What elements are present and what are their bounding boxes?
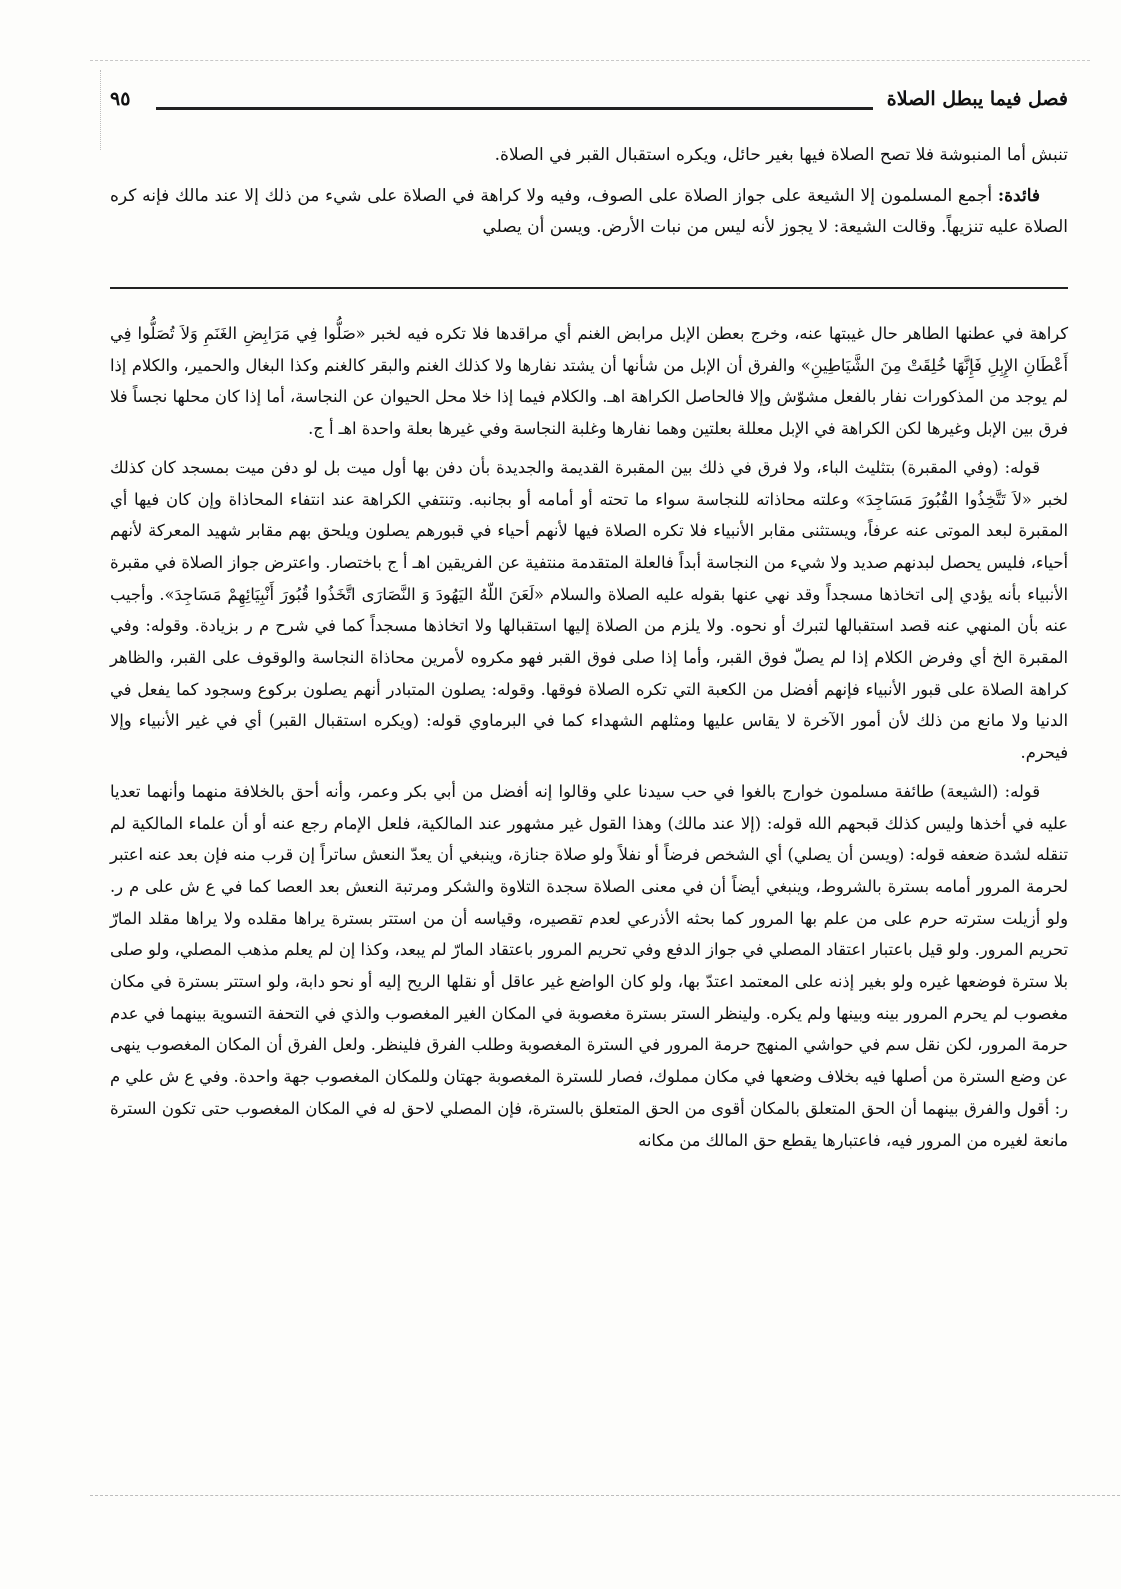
page-header (110, 88, 1068, 124)
main-text (110, 140, 1068, 244)
scan-edge-bottom (90, 1495, 1120, 1498)
footnote-separator (110, 287, 1068, 289)
note-lead: فائدة: (997, 185, 1041, 206)
note-body: أجمع المسلمون إلا الشيعة على جواز الصلاة على الصوف، وفيه ولا كراهة في الصلاة على شيء من ذلك إلا عند مالك فإنه كره الصلاة عليه تنزيهاً. وقالت الشيعة: لا يجوز لأنه ليس من نبات الأرض. ويسن أن يصلي (110, 185, 1068, 237)
commentary-text (110, 318, 1068, 1156)
chapter-title: فصل فيما يبطل الصلاة (886, 88, 1068, 110)
scan-edge-top (90, 60, 1090, 63)
main-paragraph-note (110, 181, 1068, 244)
commentary-paragraph: قوله: (الشيعة) طائفة مسلمون خوارج بالغوا في حب سيدنا علي وقالوا إنه أفضل من أبي بكر وعمر، وأنه أحق بالخلافة منهما وأنهما تعديا عليه في أخذها وليس كذلك قبحهم الله قوله: (إلا عند مالك) وهذا القول غير مشهور عند المالكية، فلعل الإمام رجع عنه أو أن علماء المالكية لم تنقله لشدة ضعفه قوله: (ويسن أن يصلي) أي الشخص فرضاً أو نفلاً ولو صلاة جنازة، وينبغي أن يعدّ النعش ساتراً إن قرب منه فإن بعد عنه اعتبر لحرمة المرور أمامه بسترة بالشروط، وينبغي أيضاً أن في معنى الصلاة سجدة التلاوة والشكر ومرتبة النعش بعد العصا كما في ع ش على م ر. ولو أزيلت سترته حرم على من علم بها المرور كما بحثه الأذرعي لعدم تقصيره، وقياسه أن من استتر بسترة يراها مقلده ولا يراها مقلد المارّ تحريم المرور. ولو قيل باعتبار اعتقاد المصلي في جواز الدفع وفي تحريم المرور باعتقاد المارّ لم يبعد، وكذا إن لم يعلم مذهب المصلي، ولو صلى بلا سترة فوضعها غيره ولو بغير إذنه على المعتمد اعتدّ بها، ولو كان الواضع غير عاقل أو نقلها الريح إليه أو نحو دابة، ولو استتر بسترة في مكان مغصوب لم يحرم المرور بينه وبينها ولم يكره. ولينظر الستر بسترة مغصوبة في المكان الغير المغصوب والذي في التحفة التسوية بينهما في عدم حرمة المرور، لكن نقل سم في حواشي المنهج حرمة المرور في السترة المغصوبة وطلب الفرق فلينظر. ولعل الفرق أن المكان المغصوب ينهى عن وضع السترة من أصلها فيه بخلاف وضعها في مكان مملوك، فصار للسترة المغصوبة جهتان وللمكان المغصوب جهة واحدة. وفي ع ش علي م ر: أقول والفرق بينهما أن الحق المتعلق بالمكان أقوى من الحق المتعلق بالسترة، فإن المصلي لاحق له في المكان المغصوب حتى تكون السترة مانعة لغيره من المرور فيه، فاعتبارها يقطع حق المالك من مكانه (110, 781, 1068, 1150)
commentary-paragraph: قوله: (وفي المقبرة) بتثليث الباء، ولا فرق في ذلك بين المقبرة القديمة والجديدة بأن دفن بها أول ميت بل لو دفن ميت بمسجد كان كذلك لخبر «لاَ تَتَّخِذُوا القُبُورَ مَسَاجِدَ» وعلته محاذاته للنجاسة سواء ما تحته أو أمامه أو بجانبه. وتنتفي الكراهة عند انتفاء المحاذاة وإن كان فيها أي المقبرة لبعد الموتى عنه عرفاً، ويستثنى مقابر الأنبياء فلا تكره الصلاة فيها لأنهم أحياء في قبورهم يصلون ويلحق بهم مقابر شهيد المعركة لأنهم أحياء، فليس يحصل لبدنهم صديد ولا شيء من النجاسة أبداً فالعلة المتقدمة منتفية عن الفريقين اهـ أ ج باختصار. واعترض جواز الصلاة في مقبرة الأنبياء بأنه يؤدي إلى اتخاذها مسجداً وقد نهي عنها بقوله عليه الصلاة والسلام «لَعَنَ اللّهُ اليَهُودَ وَ النَّصَارَى اتَّخَذُوا قُبُورَ أَنْبِيَائِهِمْ مَسَاجِدَ». وأجيب عنه بأن المنهي عنه قصد استقبالها لتبرك أو نحوه. ولا يلزم من الصلاة إليها استقبالها ولا اتخاذها مسجداً كما في شرح م ر بزيادة. وقوله: وفي المقبرة الخ أي وفرض الكلام إذا لم يصلّ فوق القبر، وأما إذا صلى فوق القبر فهو مكروه لأمرين محاذاة النجاسة والوقوف على القبر، والظاهر كراهة الصلاة على قبور الأنبياء فإنهم أفضل من الكعبة التي تكره الصلاة فوقها. وقوله: يصلون المتبادر أنهم يصلون بركوع وسجود كما يفعل في الدنيا ولا مانع من ذلك لأن أمور الآخرة لا يقاس عليها ومثلهم الشهداء كما في البرماوي قوله: (ويكره استقبال القبر) أي في غير الأنبياء وإلا فيحرم. (110, 457, 1068, 763)
header-rule (156, 107, 873, 110)
page-number: ٩٥ (110, 88, 131, 110)
commentary-paragraph: كراهة في عطنها الطاهر حال غيبتها عنه، وخرج بعطن الإبل مرابض الغنم أي مراقدها فلا تكره فيه لخبر «صَلُّوا فِي مَرَابِضِ الغَنَمِ وَلاَ تُصَلُّوا فِي أَعْطَانِ الإِبِلِ فَإِنَّهَا خُلِقَتْ مِنَ الشَّيَاطِينِ» والفرق أن الإبل من شأنها أن يشتد نفارها ولا كذلك الغنم والبقر كالغنم وكذا البغال والحمير، والكلام إذا لم يوجد من المذكورات نفار بالفعل مشوّش وإلا فالحاصل الكراهة اهـ. والكلام فيما إذا خلا محل الحيوان عن النجاسة، أما إذا كان محلها نجساً فلا فرق بين الإبل وغيرها لكن الكراهة في الإبل معللة بعلتين وهما نفارها وغلبة النجاسة وفي غيرها بعلة واحدة اهـ أ ج. (110, 324, 1068, 439)
scan-edge-left (100, 70, 103, 150)
main-paragraph: تنبش أما المنبوشة فلا تصح الصلاة فيها بغير حائل، ويكره استقبال القبر في الصلاة. (494, 145, 1068, 165)
